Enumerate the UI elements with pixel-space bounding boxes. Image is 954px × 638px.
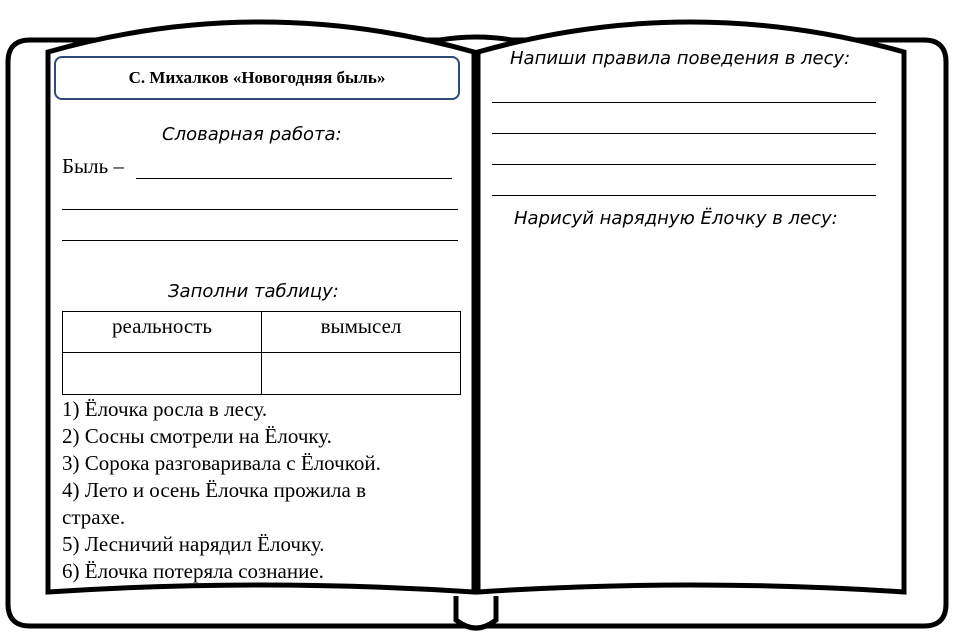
rules-answer-line-4[interactable]	[492, 195, 876, 196]
worksheet-title: С. Михалков «Новогодняя быль»	[54, 56, 460, 100]
drawing-area[interactable]	[492, 240, 876, 580]
table-header-reality: реальность	[63, 312, 262, 353]
rules-answer-line-3[interactable]	[492, 164, 876, 165]
vocab-answer-line-1[interactable]	[136, 178, 452, 179]
list-item: 1) Ёлочка росла в лесу.	[62, 397, 268, 421]
rules-answer-line-1[interactable]	[492, 102, 876, 103]
reality-fiction-table	[62, 311, 461, 395]
draw-heading: Нарисуй нарядную Ёлочку в лесу:	[514, 208, 838, 229]
table-cell-reality[interactable]	[63, 353, 262, 395]
table-cell-fiction[interactable]	[262, 353, 461, 395]
list-item: страхе.	[62, 505, 126, 529]
list-item: 4) Лето и осень Ёлочка прожила в	[62, 478, 366, 502]
vocab-term: Быль –	[62, 154, 124, 178]
table-header-fiction: вымысел	[262, 312, 461, 353]
vocab-answer-line-3[interactable]	[62, 240, 458, 241]
list-item: 2) Сосны смотрели на Ёлочку.	[62, 424, 332, 448]
list-item: 3) Сорока разговаривала с Ёлочкой.	[62, 451, 381, 475]
vocab-answer-line-2[interactable]	[62, 209, 458, 210]
list-item: 6) Ёлочка потеряла сознание.	[62, 559, 324, 583]
table-heading: Заполни таблицу:	[168, 281, 339, 302]
vocab-heading: Словарная работа:	[162, 124, 342, 145]
rules-answer-line-2[interactable]	[492, 133, 876, 134]
rules-heading: Напиши правила поведения в лесу:	[510, 48, 851, 69]
list-item: 5) Лесничий нарядил Ёлочку.	[62, 532, 325, 556]
statement-list	[62, 396, 462, 585]
